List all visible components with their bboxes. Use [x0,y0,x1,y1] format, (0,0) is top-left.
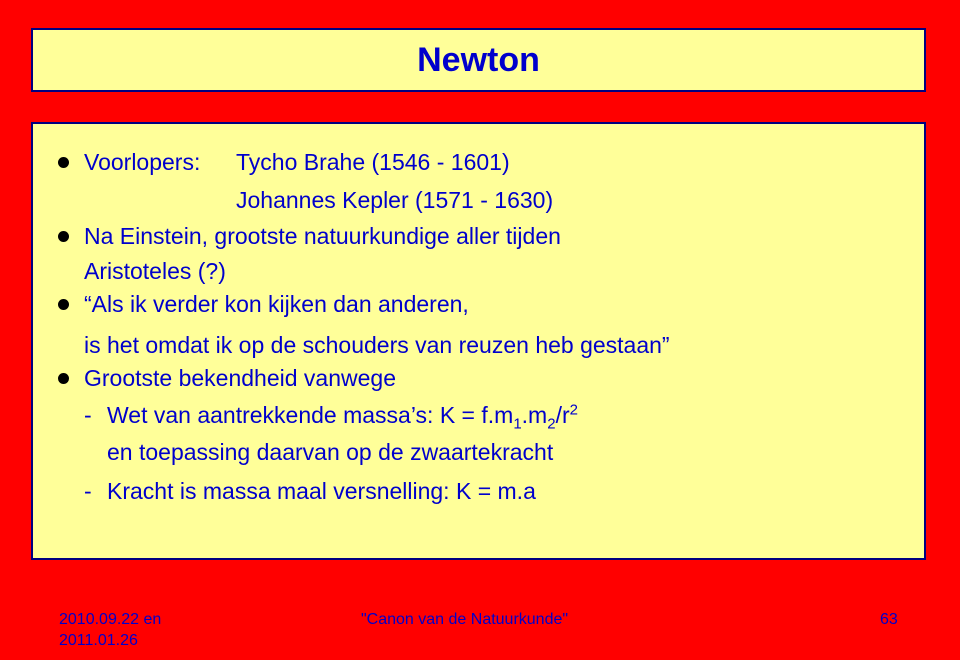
dash1-line1 [107,401,578,433]
slide-title: Newton [417,40,540,79]
dash2-text: Kracht is massa maal versnelling: K = m.a [107,478,536,504]
footer-center: "Canon van de Natuurkunde" [361,611,569,628]
formula-prefix: Wet van aantrekkende massa’s: K = f.m [107,402,514,428]
dash1-marker: - [84,402,92,428]
dash2-marker: - [84,478,92,504]
content-box [31,122,926,560]
bullet-dot [58,373,69,384]
bullet-dot [58,231,69,242]
bullet-dot [58,157,69,168]
bullet1-item2: Johannes Kepler (1571 - 1630) [236,187,554,213]
bullet3-line2: is het omdat ik op de schouders van reuzen heb gestaan” [84,332,670,358]
formula-sub1: 1 [513,415,522,433]
dash1-line2: en toepassing daarvan op de zwaartekracht [107,439,554,465]
footer-date [59,609,161,651]
formula-sub2: 2 [547,415,556,433]
bullet1-item1: Tycho Brahe (1546 - 1601) [236,149,510,175]
bullet2-line1: Na Einstein, grootste natuurkundige aller tijden [84,223,561,249]
formula-div: /r [555,402,570,428]
bullet1-label: Voorlopers: [84,149,201,175]
footer-date-line1: 2010.09.22 en [59,611,162,628]
bullet2-line2: Aristoteles (?) [84,258,226,284]
page-number: 63 [880,611,898,628]
title-box [31,28,926,92]
formula-mid: .m [521,402,548,428]
bullet4-line1: Grootste bekendheid vanwege [84,365,396,391]
bullet-dot [58,299,69,310]
formula-sup: 2 [569,401,578,419]
bullet3-line1: “Als ik verder kon kijken dan anderen, [84,291,469,317]
footer-date-line2: 2011.01.26 [59,632,138,649]
